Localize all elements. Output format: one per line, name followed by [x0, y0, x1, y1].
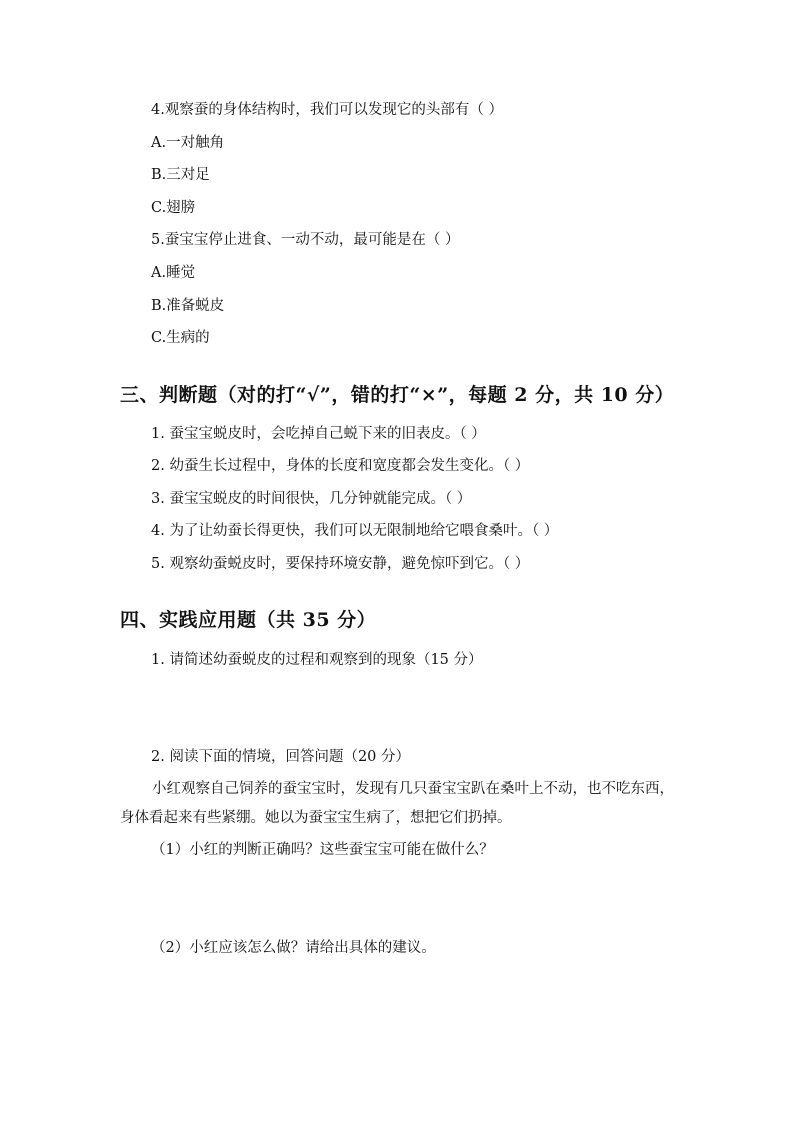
question-4-stem: 4.观察蚕的身体结构时，我们可以发现它的头部有（ ） — [151, 102, 503, 118]
sub-question-1: （1）小红的判断正确吗？这些蚕宝宝可能在做什么？ — [151, 842, 494, 858]
section-3-title: 三、判断题（对的打“√”，错的打“×”，每题 2 分，共 10 分） — [120, 384, 675, 406]
question-4-option-c: C.翅膀 — [151, 200, 196, 216]
question-5-option-c: C.生病的 — [151, 330, 210, 346]
practice-question-1: 1. 请简述幼蚕蜕皮的过程和观察到的现象（15 分） — [151, 652, 483, 668]
sub-question-2: （2）小红应该怎么做？请给出具体的建议。 — [151, 940, 436, 956]
question-4-option-a: A.一对触角 — [151, 135, 225, 151]
question-5-option-a: A.睡觉 — [151, 265, 196, 281]
question-4-option-b: B.三对足 — [151, 167, 210, 183]
section-4-title: 四、实践应用题（共 35 分） — [120, 609, 377, 631]
tf-item-3: 3. 蚕宝宝蜕皮的时间很快，几分钟就能完成。（ ） — [151, 491, 472, 507]
scenario-paragraph: 小红观察自己饲养的蚕宝宝时，发现有几只蚕宝宝趴在桑叶上不动，也不吃东西，身体看起来有些紧绷。她以为蚕宝宝生病了，想把它们扔掉。 — [120, 781, 674, 826]
tf-item-1: 1. 蚕宝宝蜕皮时，会吃掉自己蜕下来的旧表皮。（ ） — [151, 426, 486, 442]
practice-question-2: 2. 阅读下面的情境，回答问题（20 分） — [151, 749, 411, 765]
tf-item-5: 5. 观察幼蚕蜕皮时，要保持环境安静，避免惊吓到它。（ ） — [151, 556, 530, 572]
tf-item-4: 4. 为了让幼蚕长得更快，我们可以无限制地给它喂食桑叶。（ ） — [151, 523, 559, 539]
tf-item-2: 2. 幼蚕生长过程中，身体的长度和宽度都会发生变化。（ ） — [151, 458, 530, 474]
question-5-stem: 5.蚕宝宝停止进食、一动不动，最可能是在（ ） — [151, 232, 460, 248]
question-5-option-b: B.准备蜕皮 — [151, 298, 225, 314]
